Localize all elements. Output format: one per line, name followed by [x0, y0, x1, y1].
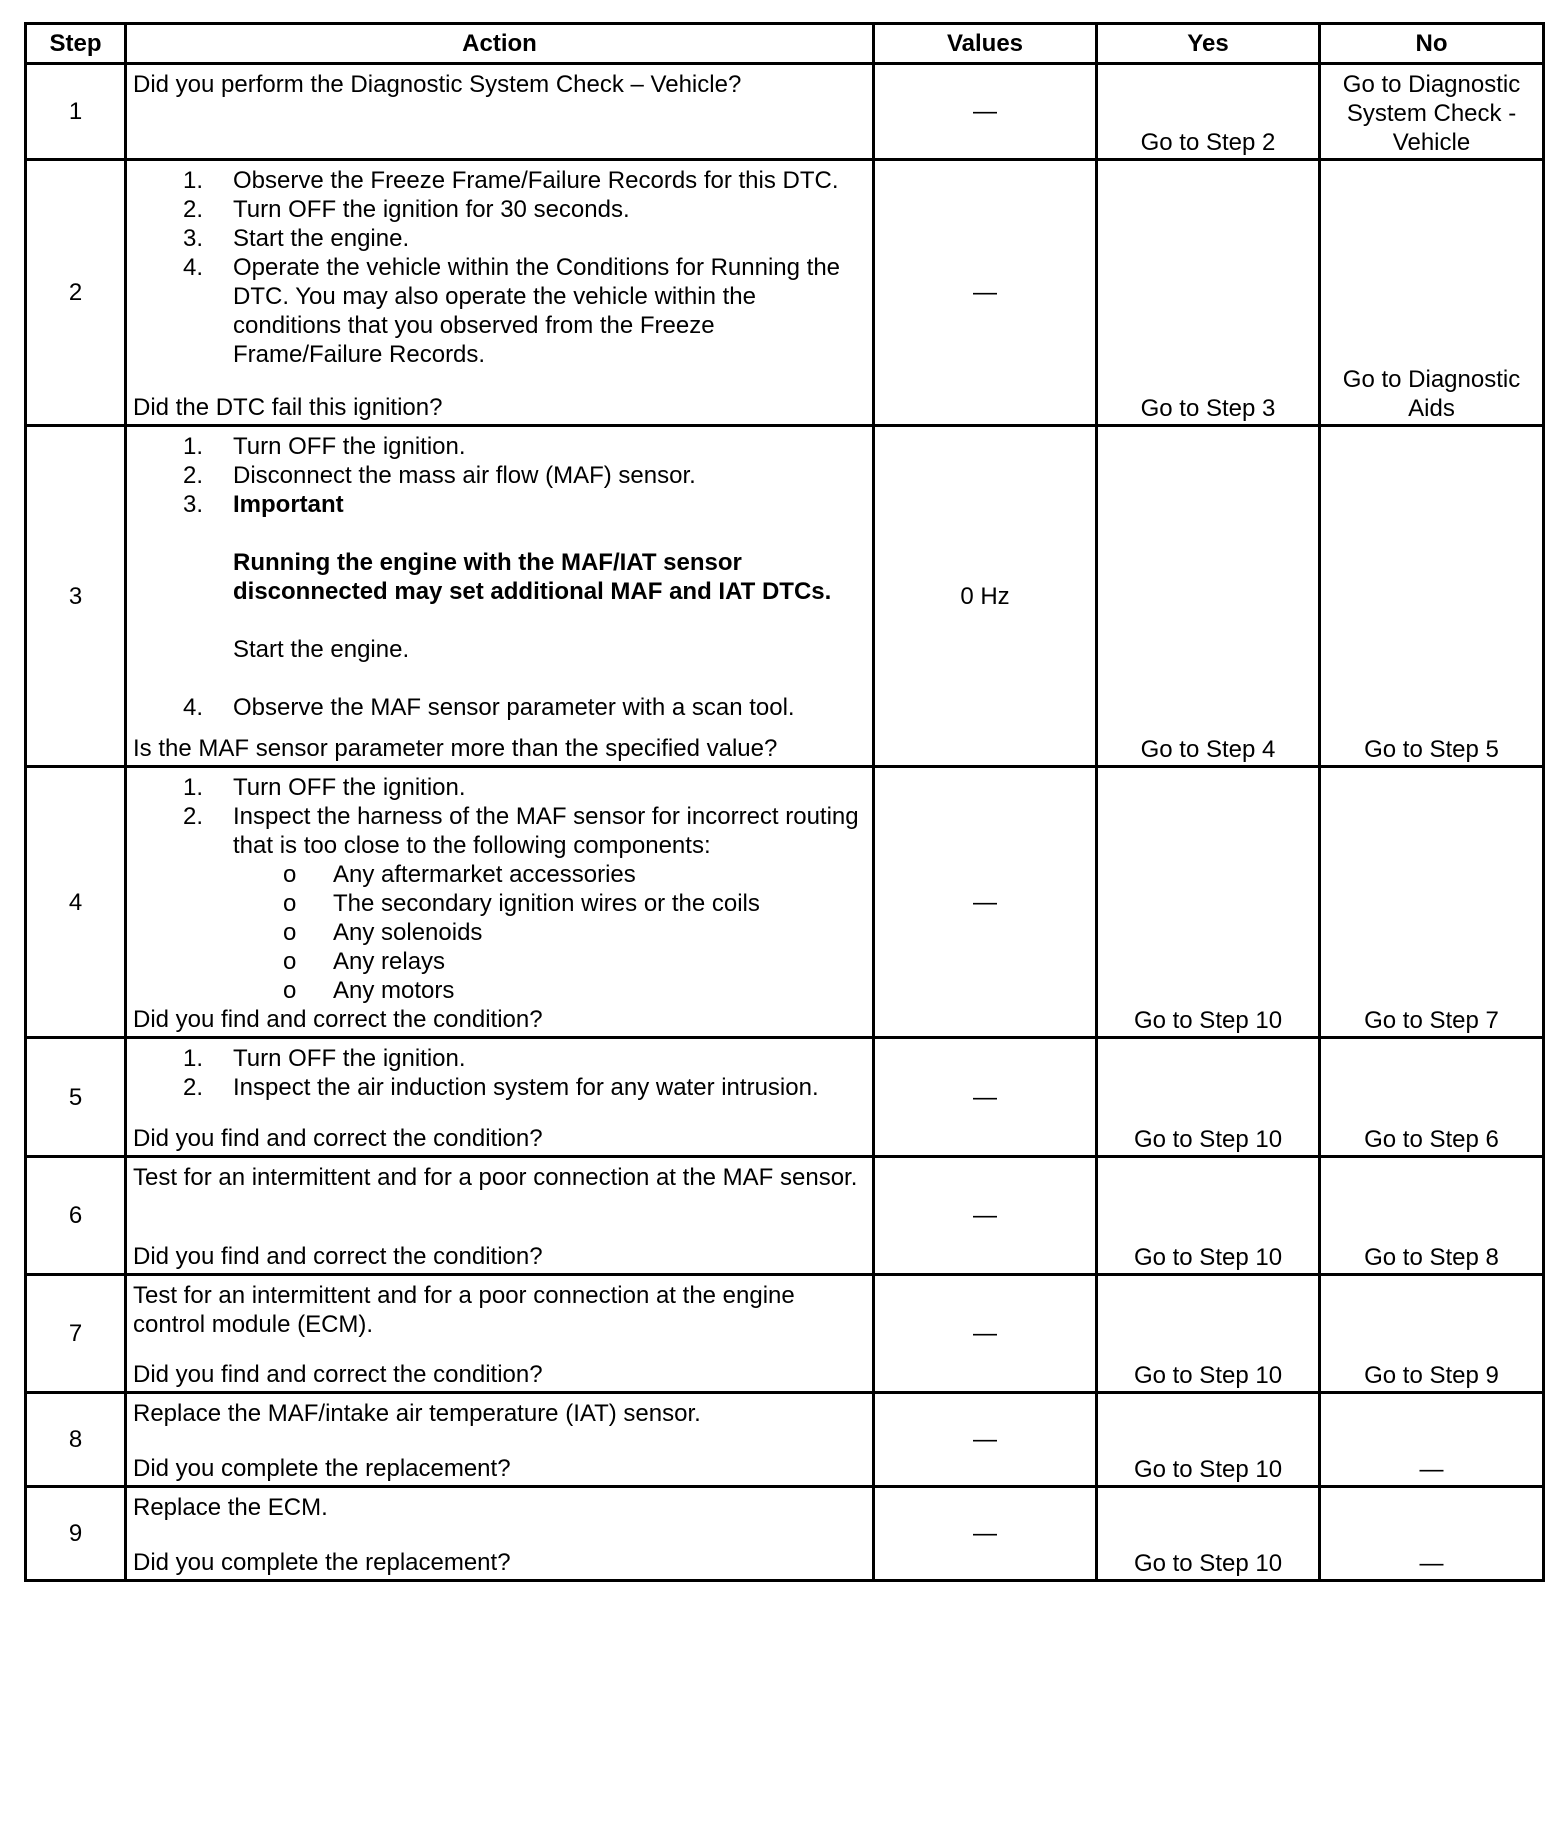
- list-item: [133, 253, 868, 369]
- list-item: [133, 1073, 868, 1102]
- no-cell: [1320, 160, 1544, 426]
- yes-cell: Go to Step 10: [1097, 767, 1320, 1038]
- diagnostic-table: [24, 22, 1545, 1582]
- item-text: Operate the vehicle within the Conditions for Running the DTC. You may also operate the vehicle within the conditions that you observed from the Freeze Frame/Failure Records.: [233, 254, 841, 368]
- table-row: [26, 1487, 1544, 1581]
- table-row: [26, 1157, 1544, 1275]
- no-cell: [1320, 767, 1544, 1038]
- step-number: 8: [26, 1393, 126, 1487]
- yes-cell: Go to Step 10: [1097, 1157, 1320, 1275]
- value-cell: —: [874, 160, 1097, 426]
- list-item: [233, 976, 868, 1005]
- action-text: Did you perform the Diagnostic System Check – Vehicle?: [133, 71, 742, 98]
- item-text: Turn OFF the ignition.: [233, 433, 466, 460]
- important-label: Important: [233, 491, 344, 518]
- yes-cell: Go to Step 10: [1097, 1275, 1320, 1393]
- table-row: [26, 64, 1544, 160]
- question-text: Did you find and correct the condition?: [133, 1125, 543, 1152]
- table-row: [26, 1275, 1544, 1393]
- item-text: Turn OFF the ignition for 30 seconds.: [233, 196, 630, 223]
- item-text: Start the engine.: [233, 225, 410, 252]
- list-item: [133, 224, 868, 253]
- action-cell: [126, 1275, 874, 1393]
- header-action: Action: [126, 24, 874, 64]
- list-item: [133, 693, 868, 722]
- item-number: 4.: [183, 694, 204, 721]
- header-step: Step: [26, 24, 126, 64]
- action-cell: [126, 1157, 874, 1275]
- component-list: [133, 860, 868, 1005]
- step-number: 6: [26, 1157, 126, 1275]
- bullet: o: [283, 948, 297, 975]
- action-cell: [126, 1038, 874, 1157]
- question-text: Is the MAF sensor parameter more than the specified value?: [133, 735, 778, 762]
- item-text: Turn OFF the ignition.: [233, 1045, 466, 1072]
- subitem-text: The secondary ignition wires or the coils: [333, 890, 760, 917]
- action-cell: [126, 1393, 874, 1487]
- question-text: Did you find and correct the condition?: [133, 1361, 543, 1388]
- bullet: o: [283, 919, 297, 946]
- step-list: [133, 166, 868, 369]
- action-text: Test for an intermittent and for a poor connection at the engine control module (ECM).: [133, 1282, 795, 1338]
- yes-cell: Go to Step 10: [1097, 1393, 1320, 1487]
- action-cell: [126, 64, 874, 160]
- item-text: Inspect the harness of the MAF sensor for incorrect routing that is too close to the following components:: [233, 803, 859, 859]
- item-number: 1.: [183, 774, 204, 801]
- subitem-text: Any relays: [333, 948, 446, 975]
- yes-cell: Go to Step 3: [1097, 160, 1320, 426]
- no-line: Go to Diagnostic: [1342, 366, 1521, 393]
- value-cell: —: [874, 1487, 1097, 1581]
- step-number: 3: [26, 426, 126, 767]
- no-line: —: [1419, 1550, 1444, 1577]
- no-cell: [1320, 1038, 1544, 1157]
- list-item: [233, 860, 868, 889]
- value-cell: —: [874, 1275, 1097, 1393]
- action-cell: [126, 426, 874, 767]
- action-cell: [126, 1487, 874, 1581]
- list-item: [133, 195, 868, 224]
- no-cell: [1320, 64, 1544, 160]
- header-values: Values: [874, 24, 1097, 64]
- value-cell: —: [874, 1393, 1097, 1487]
- item-number: 2.: [183, 803, 204, 830]
- item-number: 2.: [183, 462, 204, 489]
- no-line: —: [1419, 1456, 1444, 1483]
- no-line: Go to Diagnostic: [1342, 71, 1521, 98]
- question-text: Did you complete the replacement?: [133, 1455, 511, 1482]
- item-text: Disconnect the mass air flow (MAF) sensor.: [233, 462, 696, 489]
- item-text: Start the engine.: [233, 636, 410, 663]
- action-text: Replace the MAF/intake air temperature (IAT) sensor.: [133, 1400, 701, 1427]
- step-number: 4: [26, 767, 126, 1038]
- item-number: 1.: [183, 1045, 204, 1072]
- table-row: [26, 426, 1544, 767]
- no-cell: [1320, 1393, 1544, 1487]
- no-line: Go to Step 9: [1364, 1362, 1499, 1389]
- bullet: o: [283, 861, 297, 888]
- step-number: 5: [26, 1038, 126, 1157]
- step-number: 7: [26, 1275, 126, 1393]
- action-text: Test for an intermittent and for a poor connection at the MAF sensor.: [133, 1164, 858, 1191]
- bullet: o: [283, 890, 297, 917]
- bullet: o: [283, 977, 297, 1004]
- value-cell: —: [874, 64, 1097, 160]
- item-number: 2.: [183, 1074, 204, 1101]
- no-line: Go to Step 6: [1364, 1126, 1499, 1153]
- step-list: [133, 1044, 868, 1102]
- table-row: [26, 1393, 1544, 1487]
- item-number: 1.: [183, 433, 204, 460]
- item-number: 3.: [183, 491, 204, 518]
- no-cell: [1320, 1275, 1544, 1393]
- item-number: 4.: [183, 254, 204, 281]
- subitem-text: Any aftermarket accessories: [333, 861, 636, 888]
- no-cell: [1320, 1487, 1544, 1581]
- item-number: 2.: [183, 196, 204, 223]
- question-text: Did the DTC fail this ignition?: [133, 394, 443, 421]
- item-text: Inspect the air induction system for any water intrusion.: [233, 1074, 819, 1101]
- header-row: [26, 24, 1544, 64]
- subitem-text: Any motors: [333, 977, 455, 1004]
- no-line: Go to Step 7: [1364, 1007, 1499, 1034]
- no-line: Vehicle: [1392, 129, 1471, 156]
- table-row: [26, 160, 1544, 426]
- step-list: [133, 773, 868, 1005]
- list-item: [133, 802, 868, 1005]
- item-text: Observe the Freeze Frame/Failure Records for this DTC.: [233, 167, 839, 194]
- item-number: 3.: [183, 225, 204, 252]
- list-item: [233, 947, 868, 976]
- yes-cell: Go to Step 10: [1097, 1038, 1320, 1157]
- important-warning: Running the engine with the MAF/IAT sensor disconnected may set additional MAF and IAT DTCs.: [233, 549, 832, 605]
- action-cell: [126, 160, 874, 426]
- no-line: Go to Step 8: [1364, 1244, 1499, 1271]
- list-item: [133, 432, 868, 461]
- no-line: Aids: [1408, 395, 1455, 422]
- table-row: [26, 1038, 1544, 1157]
- yes-cell: Go to Step 2: [1097, 64, 1320, 160]
- item-text: Turn OFF the ignition.: [233, 774, 466, 801]
- list-item: [233, 889, 868, 918]
- list-item: [133, 166, 868, 195]
- subitem-text: Any solenoids: [333, 919, 483, 946]
- question-text: Did you complete the replacement?: [133, 1549, 511, 1576]
- no-cell: [1320, 426, 1544, 767]
- step-number: 1: [26, 64, 126, 160]
- value-cell: 0 Hz: [874, 426, 1097, 767]
- action-cell: [126, 767, 874, 1038]
- list-item: [133, 490, 868, 693]
- no-cell: [1320, 1157, 1544, 1275]
- no-line: Go to Step 5: [1364, 736, 1499, 763]
- action-text: Replace the ECM.: [133, 1494, 328, 1521]
- question-text: Did you find and correct the condition?: [133, 1243, 543, 1270]
- question-text: Did you find and correct the condition?: [133, 1006, 543, 1033]
- no-line: System Check -: [1346, 100, 1517, 127]
- item-number: 1.: [183, 167, 204, 194]
- value-cell: —: [874, 1038, 1097, 1157]
- step-number: 2: [26, 160, 126, 426]
- list-item: [133, 461, 868, 490]
- step-list: [133, 432, 868, 722]
- value-cell: —: [874, 767, 1097, 1038]
- list-item: [133, 773, 868, 802]
- item-text: Observe the MAF sensor parameter with a scan tool.: [233, 694, 795, 721]
- yes-cell: Go to Step 10: [1097, 1487, 1320, 1581]
- value-cell: —: [874, 1157, 1097, 1275]
- table-row: [26, 767, 1544, 1038]
- step-number: 9: [26, 1487, 126, 1581]
- list-item: [233, 918, 868, 947]
- yes-cell: Go to Step 4: [1097, 426, 1320, 767]
- header-no: No: [1320, 24, 1544, 64]
- list-item: [133, 1044, 868, 1073]
- header-yes: Yes: [1097, 24, 1320, 64]
